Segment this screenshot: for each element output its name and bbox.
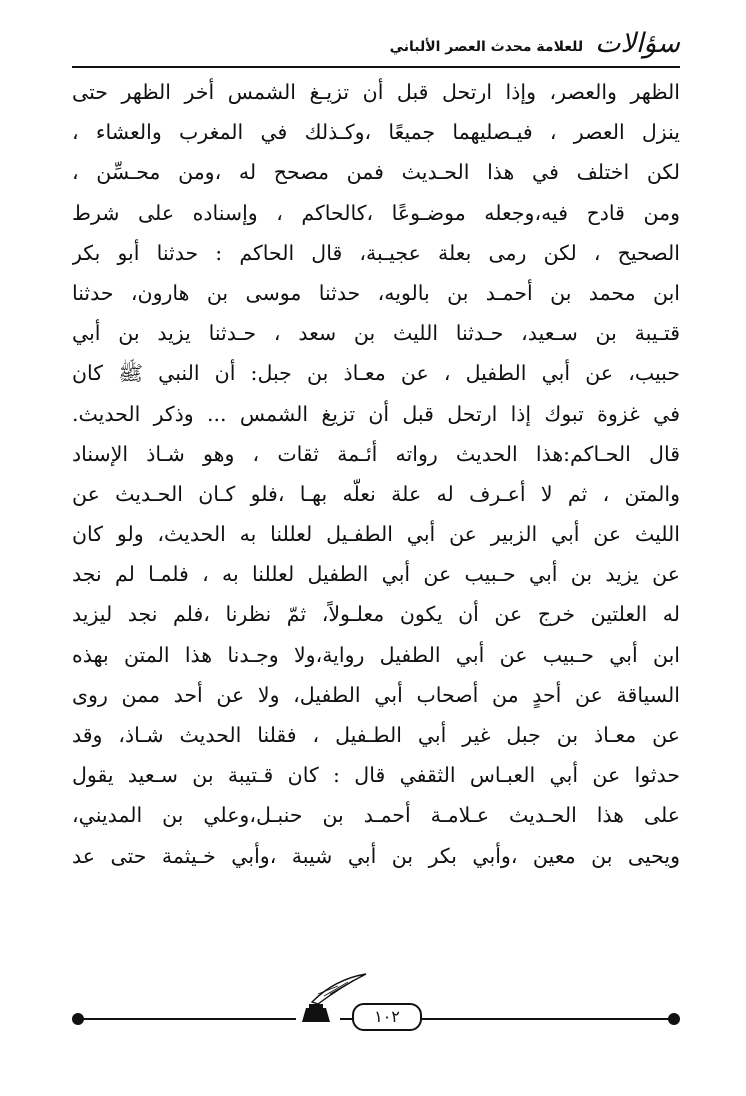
text-line-13: عن يزيد بن أبي حـبيب عن أبي الطفيل لعللنا به ، فلمـا لم نجد <box>72 562 680 587</box>
running-header <box>72 18 680 64</box>
text-line-12: الليث عن أبي الزبير عن أبي الطفـيل لعللنا به الحديث، ولو كان <box>72 522 680 547</box>
text-line-10: قال الحـاكم:هذا الحديث رواته أئـمة ثقات ، وهو شـاذ الإسناد <box>72 441 680 466</box>
text-line-7: قتـيبة بن سـعيد، حـدثنا الليث بن سعد ، حـدثنا يزيد بن أبي <box>72 321 680 346</box>
text-line-4: ومن قادح فيه،وجعله موضـوعًا ،كالحاكم ، وإسناده على شرط <box>72 200 680 225</box>
page-number: ١٠٢ <box>352 1003 422 1031</box>
footer-rule-left <box>82 1018 296 1020</box>
text-line-6: ابن محمد بن أحمـد بن بالويه، حدثنا موسى بن هارون، حدثنا <box>72 280 680 305</box>
text-line-5: الصحيح ، لكن رمى بعلة عجيـبة، قال الحاكم : حدثنا أبو بكر <box>72 240 680 265</box>
text-line-18: حدثوا عن أبي العبـاس الثقفي قال : كان قـتيبة بن سـعيد يقول <box>72 763 680 788</box>
header-rule <box>72 66 680 68</box>
header-title: سؤالات <box>595 28 680 59</box>
text-line-3: لكن اختلف في هذا الحـديث فمن مصحح له ،ومن محـسِّن ، <box>72 160 680 185</box>
page-body <box>72 72 680 876</box>
text-line-2: ينزل العصر ، فيـصليهما جميعًا ،وكـذلك في المغرب والعشاء ، <box>72 120 680 145</box>
text-line-20: ويحيى بن معين ،وأبي بكر بن أبي شيبة ،وأبي خـيثمة حتى عد <box>72 843 680 868</box>
text-line-15: ابن أبي حـبيب عن أبي الطفيل رواية،ولا وجـدنا هذا المتن بهذه <box>72 642 680 667</box>
page-footer <box>72 990 680 1050</box>
text-line-11: والمتن ، ثم لا أعـرف له علة نعلّه بهـا ،فلو كـان الحـديث عن <box>72 481 680 506</box>
header-subtitle: للعلامة محدث العصر الألباني <box>389 39 584 55</box>
text-line-9: في غزوة تبوك إذا ارتحل قبل أن تزيغ الشمس ... وذكر الحديث. <box>72 401 680 426</box>
text-line-19: على هذا الحـديث عـلامـة أحمـد بن حنبـل،وعلي بن المديني، <box>72 803 680 828</box>
text-line-1: الظهر والعصر، وإذا ارتحل قبل أن تزيـغ الشمس أخر الظهر حتى <box>72 80 680 104</box>
footer-rule-right <box>422 1018 672 1020</box>
text-line-16: السياقة عن أحدٍ من أصحاب أبي الطفيل، ولا عن أحد ممن روى <box>72 682 680 707</box>
text-line-14: له العلتين خرج عن أن يكون معلـولاً، ثمّ نظرنا ،فلم نجد ليزيد <box>72 602 680 627</box>
footer-dot-right <box>668 1013 680 1025</box>
text-line-17: عن معـاذ بن جبل غير أبي الطـفيل ، فقلنا الحديث شـاذ، وقد <box>72 723 680 747</box>
text-line-8: حبيب، عن أبي الطفيل ، عن معـاذ بن جبل: أن النبي ﷺ كان <box>72 361 680 386</box>
